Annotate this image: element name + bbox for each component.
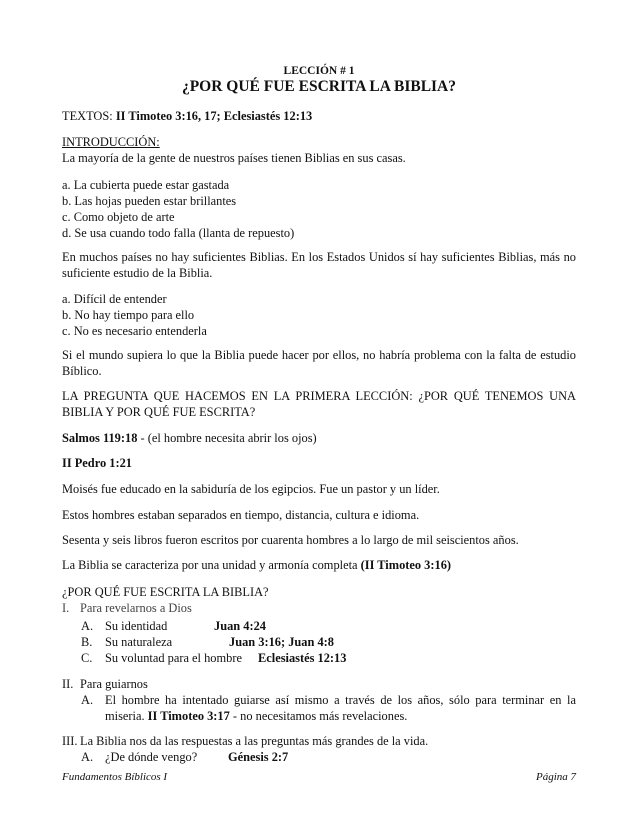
paragraph-line: Bíblico. bbox=[62, 364, 102, 378]
section-3-title: La Biblia nos da las respuestas a las preguntas más grandes de la vida. bbox=[80, 734, 429, 748]
section-1-item-ref: Juan 4:24 bbox=[214, 619, 266, 633]
unity-ref: (II Timoteo 3:16) bbox=[360, 558, 452, 572]
section-1-item-label: B. bbox=[81, 635, 93, 649]
unity-text: La Biblia se caracteriza por una unidad y armonía completa bbox=[62, 558, 361, 572]
page-title: ¿POR QUÉ FUE ESCRITA LA BIBLIA? bbox=[181, 78, 457, 95]
section-2-item-line: El hombre ha intentado guiarse así mismo a través de los años, sólo para terminar en la bbox=[105, 693, 576, 707]
texts-prefix: TEXTOS: bbox=[62, 109, 116, 123]
lesson-label: LECCIÓN # 1 bbox=[283, 65, 355, 77]
section-2-item-ref: II Timoteo 3:17 bbox=[147, 709, 230, 723]
section-1-item-label: A. bbox=[81, 619, 94, 633]
unity-line bbox=[62, 557, 576, 573]
section-1-item-label: C. bbox=[81, 651, 93, 665]
paragraph-line: En muchos países no hay suficientes Biblias. En los Estados Unidos sí hay suficientes Biblias, más no bbox=[62, 250, 576, 264]
section-2-item-text: miseria. bbox=[105, 709, 148, 723]
section-2-heading bbox=[62, 676, 576, 692]
section-1-item-ref: Juan 3:16; Juan 4:8 bbox=[229, 635, 334, 649]
psalm-line bbox=[62, 430, 576, 446]
books-line: Sesenta y seis libros fueron escritos por cuarenta hombres a lo largo de mil seiscientos años. bbox=[62, 533, 519, 547]
list-item: c. No es necesario entenderla bbox=[62, 324, 207, 338]
section-1-item-text: Su naturaleza bbox=[105, 635, 173, 649]
texts-line bbox=[62, 108, 576, 124]
section-2-number: II. bbox=[62, 677, 74, 691]
section-1-heading bbox=[62, 600, 576, 616]
footer-title: Fundamentos Bíblicos I bbox=[62, 771, 168, 783]
section-3-number: III. bbox=[62, 734, 78, 748]
list-item: d. Se usa cuando todo falla (llanta de repuesto) bbox=[62, 226, 295, 240]
section-1-item-ref: Eclesiastés 12:13 bbox=[258, 651, 347, 665]
paragraph-line: LA PREGUNTA QUE HACEMOS EN LA PRIMERA LECCIÓN: ¿POR QUÉ TENEMOS UNA bbox=[62, 389, 576, 403]
list-item: b. Las hojas pueden estar brillantes bbox=[62, 194, 237, 208]
intro-heading: INTRODUCCIÓN: bbox=[62, 135, 160, 149]
paragraph-line: BIBLIA Y POR QUÉ FUE ESCRITA? bbox=[62, 405, 256, 419]
psalm-ref: Salmos 119:18 bbox=[62, 431, 138, 445]
moses-line: Moisés fue educado en la sabiduría de los egipcios. Fue un pastor y un líder. bbox=[62, 482, 440, 496]
section-2-title: Para guiarnos bbox=[80, 677, 148, 691]
page-number: Página 7 bbox=[535, 771, 576, 783]
document-page bbox=[62, 0, 576, 826]
question-heading: ¿POR QUÉ FUE ESCRITA LA BIBLIA? bbox=[62, 585, 269, 599]
section-2-item-label: A. bbox=[81, 693, 94, 707]
list-item: a. La cubierta puede estar gastada bbox=[62, 178, 230, 192]
section-1-title: Para revelarnos a Dios bbox=[80, 601, 192, 615]
list-item: b. No hay tiempo para ello bbox=[62, 308, 195, 322]
section-2-item-line bbox=[105, 708, 407, 724]
section-3-heading bbox=[62, 733, 576, 749]
list-item: a. Difícil de entender bbox=[62, 292, 167, 306]
list-item: c. Como objeto de arte bbox=[62, 210, 175, 224]
section-2-item-rest: - no necesitamos más revelaciones. bbox=[229, 709, 408, 723]
paragraph-line: Si el mundo supiera lo que la Biblia puede hacer por ellos, no habría problema con la falta de estudio bbox=[62, 348, 576, 362]
men-line: Estos hombres estaban separados en tiempo, distancia, cultura e idioma. bbox=[62, 508, 420, 522]
texts-refs: II Timoteo 3:16, 17; Eclesiastés 12:13 bbox=[115, 109, 313, 123]
page-footer bbox=[62, 771, 576, 783]
intro-line: La mayoría de la gente de nuestros países tienen Biblias en sus casas. bbox=[62, 151, 406, 165]
section-3-item-text: ¿De dónde vengo? bbox=[105, 750, 198, 764]
section-1-item-text: Su identidad bbox=[105, 619, 168, 633]
section-1-number: I. bbox=[62, 601, 70, 615]
section-3-item-label: A. bbox=[81, 750, 94, 764]
section-3-item-ref: Génesis 2:7 bbox=[228, 750, 289, 764]
section-1-item-text: Su voluntad para el hombre bbox=[105, 651, 242, 665]
peter-ref: II Pedro 1:21 bbox=[62, 456, 132, 470]
paragraph-line: suficiente estudio de la Biblia. bbox=[62, 266, 213, 280]
psalm-note: - (el hombre necesita abrir los ojos) bbox=[137, 431, 317, 445]
